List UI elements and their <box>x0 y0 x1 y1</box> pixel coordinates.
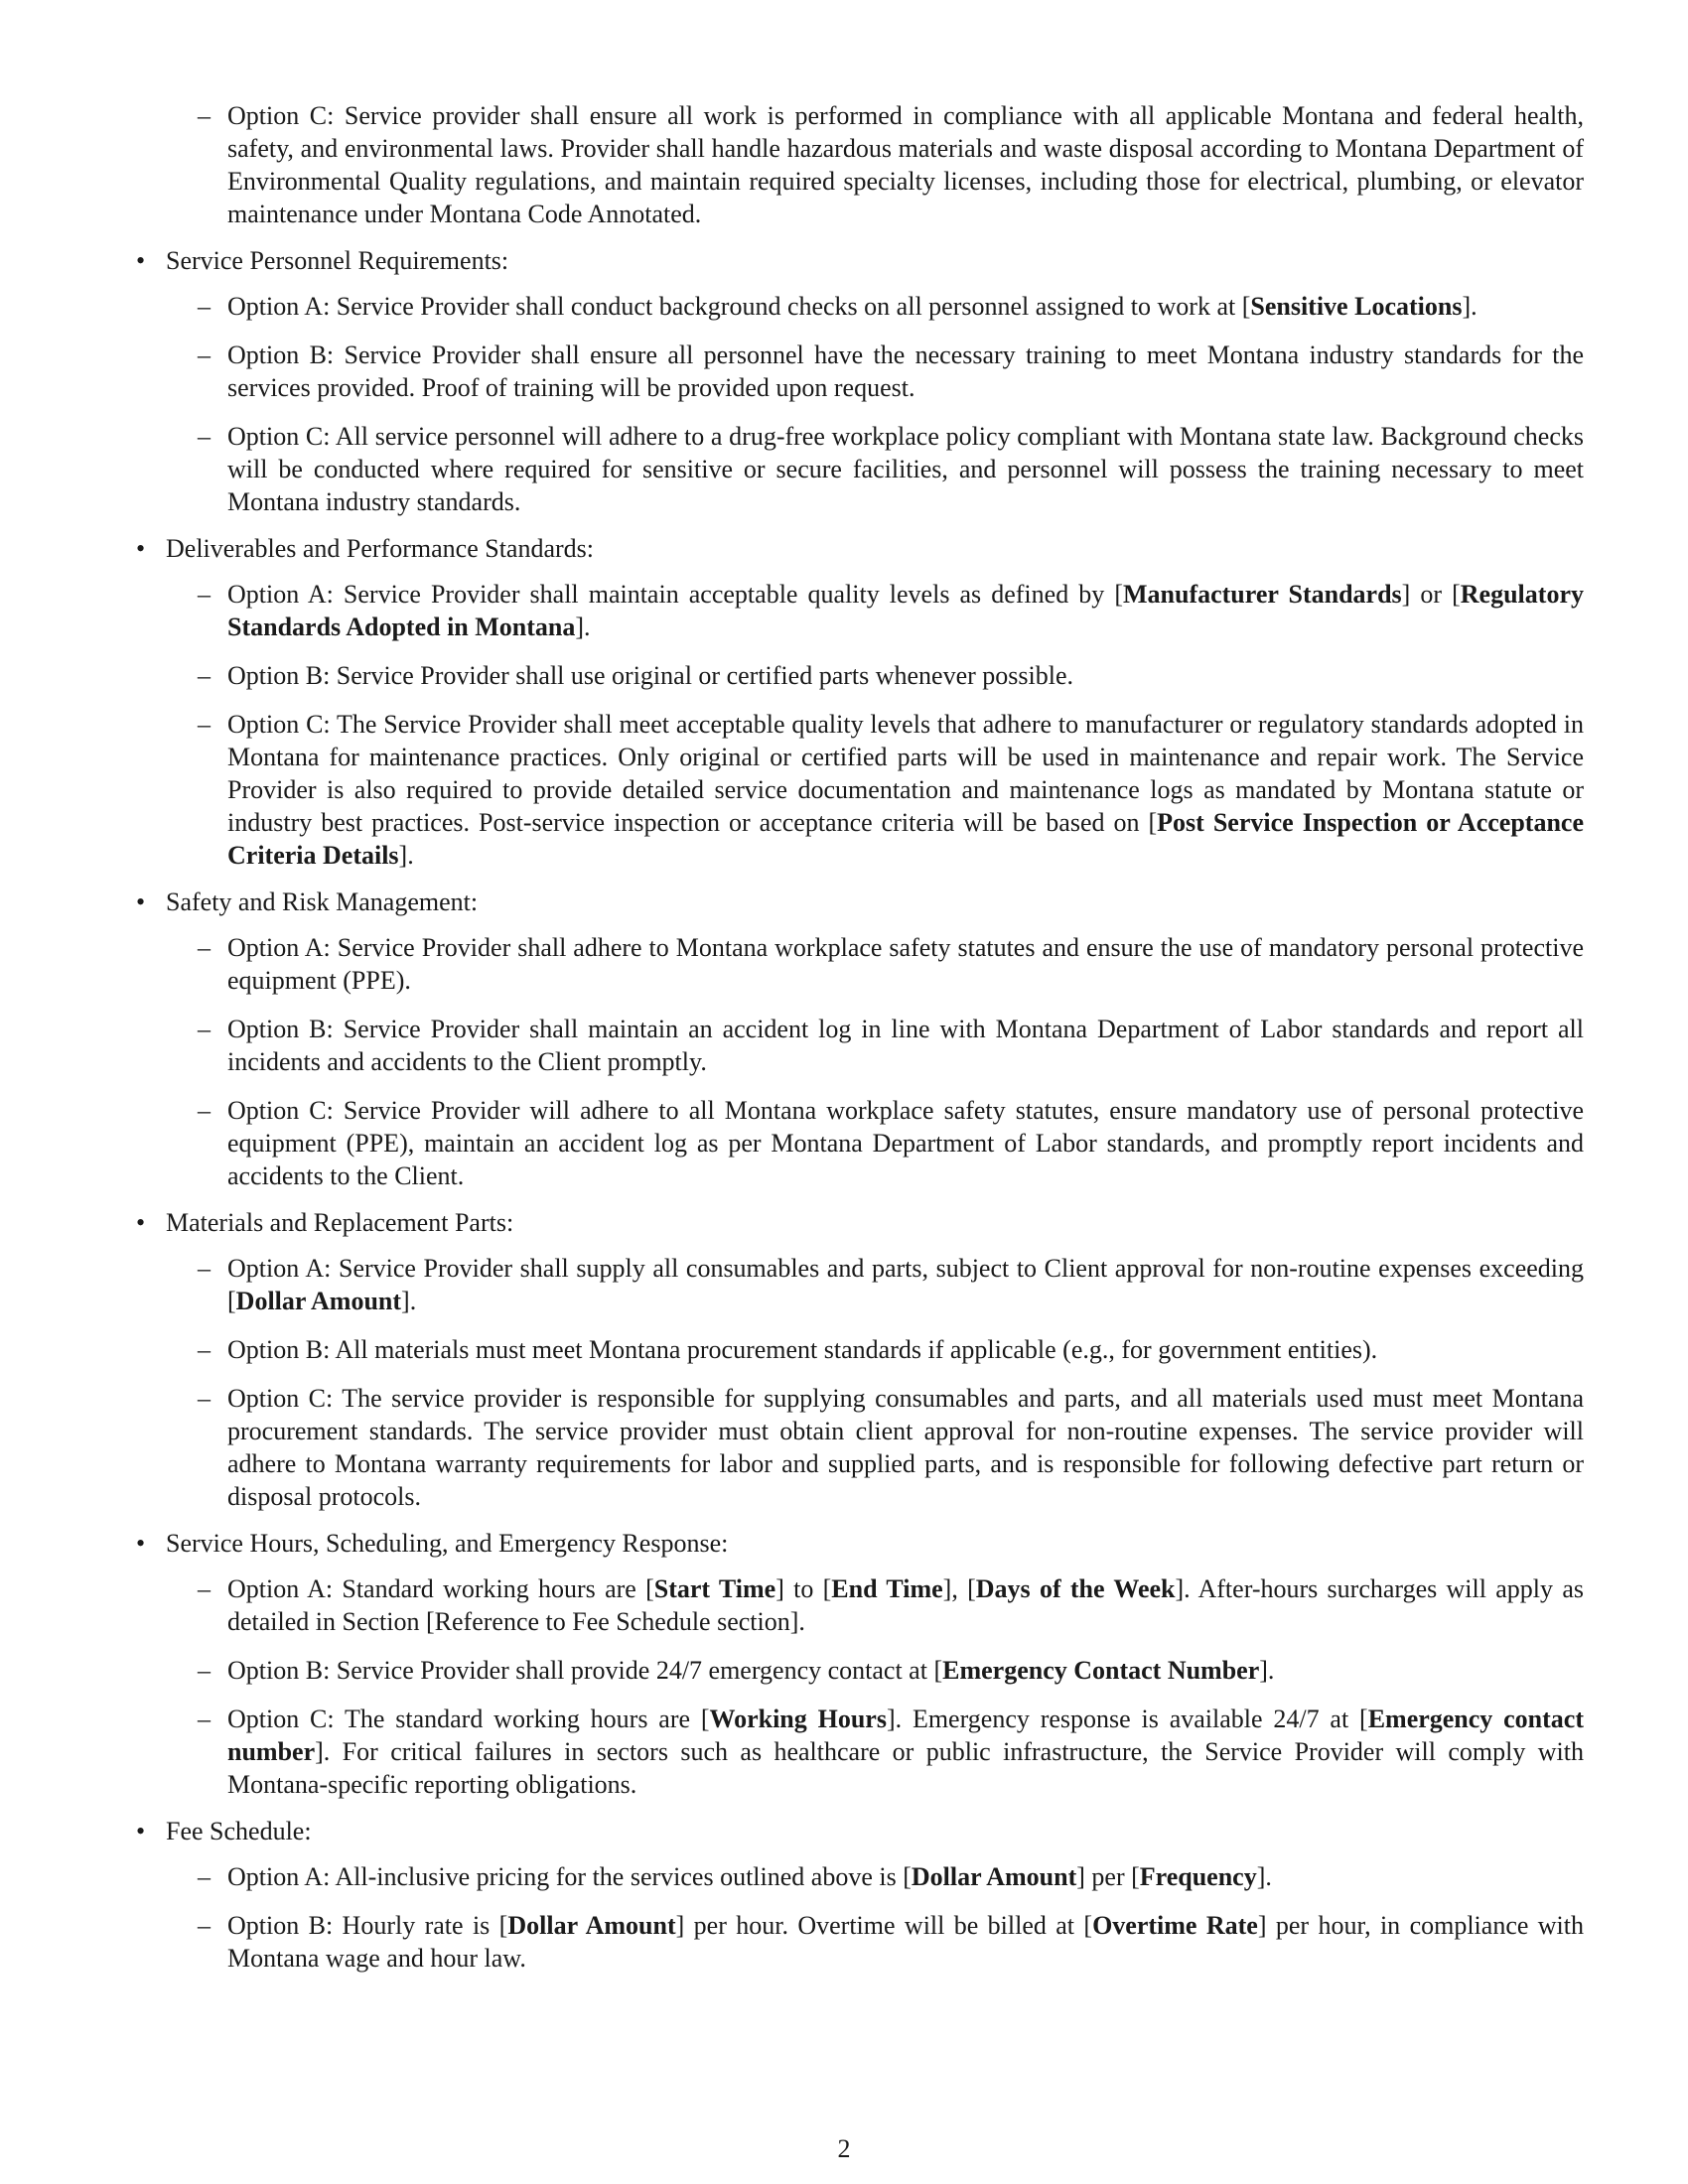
document-body <box>134 99 1584 1988</box>
option-materials-b <box>166 1333 1584 1366</box>
option-text-segment: Option B: Service Provider shall provide 24/7 emergency contact at [ <box>227 1656 943 1685</box>
section-safety <box>134 886 1584 1192</box>
option-text-segment: Option B: Service Provider shall maintain an accident log in line with Montana Department of Labor standards and report all incidents and accidents to the Client promptly. <box>227 1015 1584 1076</box>
dash-marker: – <box>198 1384 211 1413</box>
option-text-segment: ] per [ <box>1076 1862 1140 1891</box>
placeholder-field: Manufacturer Standards <box>1122 580 1402 609</box>
option-text-segment: ], [ <box>942 1574 976 1603</box>
continued-section <box>134 99 1584 230</box>
bullet-marker: • <box>136 534 146 563</box>
option-text <box>227 341 1584 402</box>
section-service-personnel <box>134 244 1584 518</box>
option-text-segment: ]. Emergency response is available 24/7 at [ <box>886 1705 1368 1733</box>
section-deliverables <box>134 532 1584 872</box>
option-text <box>227 580 1584 641</box>
dash-marker: – <box>198 292 211 321</box>
option-text-segment: ]. After-hours surcharges will apply as detailed in Section [Reference to Fee Schedule section]. <box>227 1574 1584 1636</box>
option-text-segment: ] to [ <box>775 1574 832 1603</box>
option-text <box>227 1911 1584 1973</box>
option-text-segment: Option C: The Service Provider shall meet acceptable quality levels that adhere to manufacturer or regulatory standards adopted in Montana for maintenance practices. Only original or certified parts will be used in maintenance and repair work. The Service Provider is also required to provide detailed service documentation and maintenance logs as mandated by Montana statute or industry best practices. Post-service inspection or acceptance criteria will be based on [ <box>227 710 1584 837</box>
placeholder-field: Sensitive Locations <box>1250 292 1463 321</box>
option-text-segment: Option A: Service Provider shall supply all consumables and parts, subject to Client approval for non-routine expenses exceeding [ <box>227 1254 1584 1315</box>
option-text <box>227 1656 1274 1685</box>
option-safety-c <box>166 1094 1584 1192</box>
option-text-segment: Option B: All materials must meet Montana procurement standards if applicable (e.g., for government entities). <box>227 1335 1378 1364</box>
option-materials-c <box>166 1382 1584 1513</box>
bullet-marker: • <box>136 1529 146 1558</box>
option-text-segment: ] or [ <box>1401 580 1461 609</box>
bullet-marker: • <box>136 1208 146 1237</box>
option-text-segment: Option A: All-inclusive pricing for the services outlined above is [ <box>227 1862 912 1891</box>
dash-marker: – <box>198 1015 211 1043</box>
option-fee-schedule-a <box>166 1860 1584 1893</box>
option-text-segment: Option C: All service personnel will adhere to a drug-free workplace policy compliant with Montana state law. Background checks will be conducted where required for sensitive or secure facilities, and personnel will possess the training necessary to meet Montana industry standards. <box>227 422 1584 516</box>
option-text-segment: Option B: Service Provider shall ensure all personnel have the necessary training to meet Montana industry standards for the services provided. Proof of training will be provided upon request. <box>227 341 1584 402</box>
option-text-segment: Option A: Service Provider shall adhere to Montana workplace safety statutes and ensure the use of mandatory personal protective equipment (PPE). <box>227 933 1584 995</box>
option-text-segment: ] per hour, in compliance with Montana wage and hour law. <box>227 1911 1585 1973</box>
section-title: Materials and Replacement Parts: <box>166 1208 514 1237</box>
bullet-marker: • <box>136 1817 146 1845</box>
option-text-segment: ]. <box>1256 1862 1272 1891</box>
placeholder-field: Days of the Week <box>975 1574 1176 1603</box>
option-text-segment: Option B: Service Provider shall use original or certified parts whenever possible. <box>227 661 1074 690</box>
dash-marker: – <box>198 1656 211 1685</box>
option-text <box>227 1384 1584 1511</box>
dash-marker: – <box>198 101 211 130</box>
option-text <box>227 661 1073 690</box>
option-text <box>227 710 1584 870</box>
page-number: 2 <box>837 2134 851 2163</box>
dash-marker: – <box>198 710 211 739</box>
option-text <box>227 422 1584 516</box>
bullet-marker: • <box>136 887 146 916</box>
option-service-hours-c <box>166 1703 1584 1801</box>
dash-marker: – <box>198 1705 211 1733</box>
option-safety-a <box>166 931 1584 997</box>
placeholder-field: Dollar Amount <box>911 1862 1077 1891</box>
option-text-segment: Option C: Service Provider will adhere to all Montana workplace safety statutes, ensure mandatory use of personal protective equipment (PPE), maintain an accident log as per Montana Department of Labor standards, and promptly report incidents and accidents to the Client. <box>227 1096 1584 1190</box>
placeholder-field: Overtime Rate <box>1092 1911 1258 1940</box>
dash-marker: – <box>198 1335 211 1364</box>
dash-marker: – <box>198 933 211 962</box>
placeholder-field: Dollar Amount <box>507 1911 676 1940</box>
option-text <box>227 292 1477 321</box>
placeholder-field: Emergency contact number <box>227 1705 1585 1766</box>
option-materials-a <box>166 1252 1584 1317</box>
option-text-segment: Option A: Service Provider shall maintain acceptable quality levels as defined by [ <box>227 580 1123 609</box>
section-title: Fee Schedule: <box>166 1817 312 1845</box>
dash-marker: – <box>198 661 211 690</box>
option-text-segment: Option C: The standard working hours are [ <box>227 1705 710 1733</box>
placeholder-field: Dollar Amount <box>235 1287 402 1315</box>
option-safety-b <box>166 1013 1584 1078</box>
option-service-hours-a <box>166 1572 1584 1638</box>
option-deliverables-c <box>166 708 1584 872</box>
placeholder-field: Post Service Inspection or Acceptance Criteria Details <box>227 808 1584 870</box>
section-fee-schedule <box>134 1815 1584 1975</box>
placeholder-field: Regulatory Standards Adopted in Montana <box>227 580 1584 641</box>
option-text <box>227 933 1584 995</box>
option-text <box>227 1574 1584 1636</box>
option-text-segment: ]. <box>1259 1656 1275 1685</box>
option-intro-option-c <box>166 99 1584 230</box>
option-text-segment: ]. <box>401 1287 417 1315</box>
option-text <box>227 101 1584 228</box>
dash-marker: – <box>198 1574 211 1603</box>
section-title: Service Hours, Scheduling, and Emergency Response: <box>166 1529 729 1558</box>
option-text <box>227 1705 1584 1799</box>
option-text <box>227 1015 1584 1076</box>
option-text-segment: ]. For critical failures in sectors such as healthcare or public infrastructure, the Service Provider will comply with Montana-specific reporting obligations. <box>227 1737 1584 1799</box>
option-deliverables-a <box>166 578 1584 643</box>
section-service-hours <box>134 1527 1584 1801</box>
option-service-personnel-a <box>166 290 1584 323</box>
option-service-personnel-c <box>166 420 1584 518</box>
option-text-segment: ]. <box>575 613 591 641</box>
option-text <box>227 1862 1272 1891</box>
option-fee-schedule-b <box>166 1909 1584 1975</box>
section-title: Service Personnel Requirements: <box>166 246 509 275</box>
bullet-marker: • <box>136 246 146 275</box>
placeholder-field: End Time <box>831 1574 943 1603</box>
option-text <box>227 1335 1377 1364</box>
option-text-segment: ]. <box>1462 292 1477 321</box>
section-title: Safety and Risk Management: <box>166 887 479 916</box>
dash-marker: – <box>198 341 211 369</box>
option-text <box>227 1096 1584 1190</box>
option-text-segment: Option C: Service provider shall ensure all work is performed in compliance with all applicable Montana and federal health, safety, and environmental laws. Provider shall handle hazardous materials and waste disposal according to Montana Department of Environmental Quality regulations, and maintain required specialty licenses, including those for electrical, plumbing, or elevator maintenance under Montana Code Annotated. <box>227 101 1584 228</box>
option-text-segment: Option C: The service provider is responsible for supplying consumables and parts, and all materials used must meet Montana procurement standards. The service provider must obtain client approval for non-routine expenses. The service provider will adhere to Montana warranty requirements for labor and supplied parts, and is responsible for following defective part return or disposal protocols. <box>227 1384 1584 1511</box>
dash-marker: – <box>198 1911 211 1940</box>
section-title: Deliverables and Performance Standards: <box>166 534 595 563</box>
placeholder-field: Start Time <box>653 1574 776 1603</box>
option-service-hours-b <box>166 1654 1584 1687</box>
dash-marker: – <box>198 1096 211 1125</box>
placeholder-field: Frequency <box>1139 1862 1257 1891</box>
dash-marker: – <box>198 1862 211 1891</box>
option-text-segment: Option B: Hourly rate is [ <box>227 1911 508 1940</box>
option-service-personnel-b <box>166 339 1584 404</box>
option-text-segment: Option A: Service Provider shall conduct background checks on all personnel assigned to work at [ <box>227 292 1251 321</box>
option-text-segment: ]. <box>398 841 414 870</box>
dash-marker: – <box>198 422 211 451</box>
placeholder-field: Emergency Contact Number <box>942 1656 1260 1685</box>
option-deliverables-b <box>166 659 1584 692</box>
option-text <box>227 1254 1584 1315</box>
section-materials <box>134 1206 1584 1513</box>
placeholder-field: Working Hours <box>709 1705 887 1733</box>
option-text-segment: Option A: Standard working hours are [ <box>227 1574 654 1603</box>
dash-marker: – <box>198 1254 211 1283</box>
dash-marker: – <box>198 580 211 609</box>
option-text-segment: ] per hour. Overtime will be billed at [ <box>675 1911 1093 1940</box>
